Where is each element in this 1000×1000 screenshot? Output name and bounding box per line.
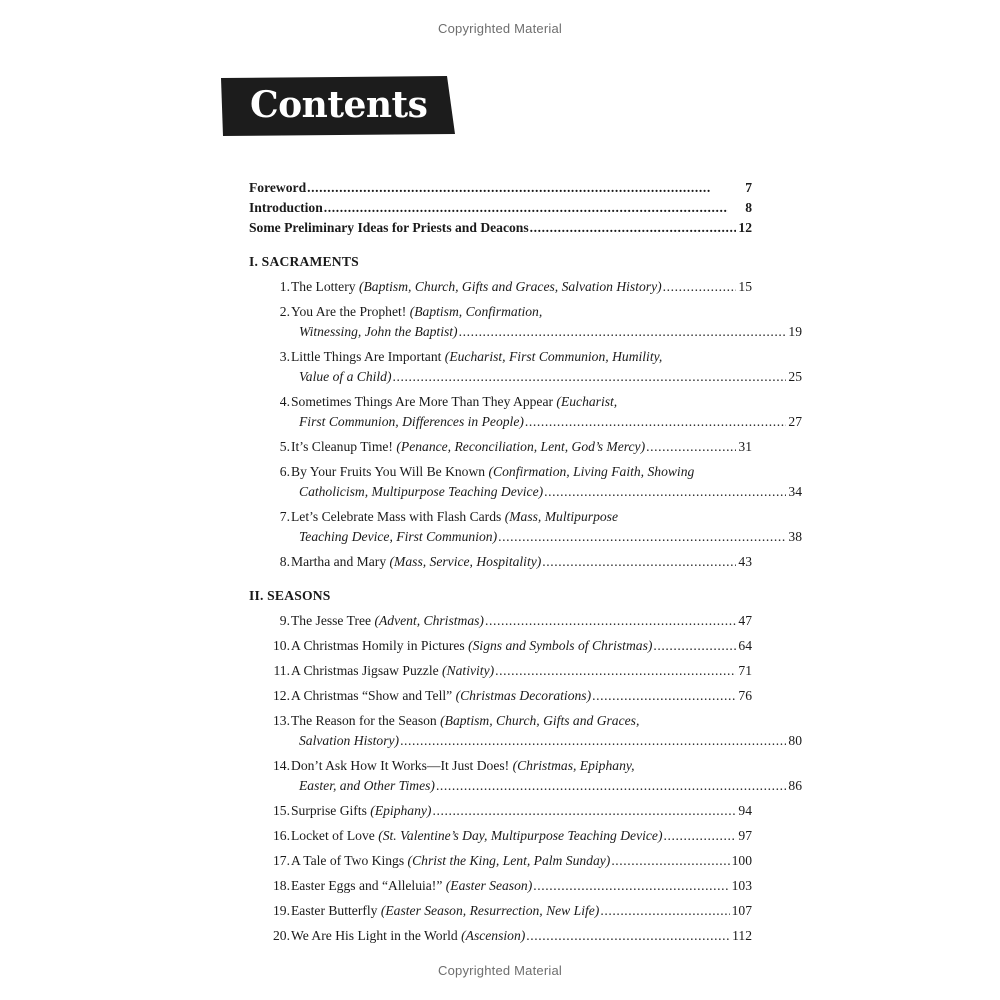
- entry-number: 8.: [279, 554, 290, 569]
- entry-title: [291, 901, 599, 921]
- entry-title-text: We Are His Light in the World: [291, 928, 462, 943]
- entry-line-continued: [249, 776, 802, 796]
- entry-line-continued: [249, 322, 802, 342]
- dot-leader: [525, 926, 730, 946]
- entry-title: [291, 851, 610, 871]
- entry-topics: (Confirmation, Living Faith, Showing: [488, 464, 695, 479]
- toc-entry[interactable]: [249, 507, 802, 547]
- entry-number: 12.: [273, 688, 290, 703]
- toc-entry[interactable]: [249, 686, 752, 706]
- entry-number: 16.: [273, 828, 290, 843]
- entry-topics: (Baptism, Church, Gifts and Graces, Salvation History): [358, 279, 662, 294]
- entry-topics: (Mass, Service, Hospitality): [389, 554, 542, 569]
- entry-topics: (Penance, Reconciliation, Lent, God’s Mercy): [396, 439, 646, 454]
- contents-title-banner: [221, 76, 455, 136]
- toc-entry[interactable]: [249, 801, 752, 821]
- toc-entry[interactable]: [249, 611, 752, 631]
- entry-topics-continued: First Communion, Differences in People): [299, 414, 524, 429]
- page-number: 112: [732, 928, 752, 943]
- entry-number: 11.: [273, 663, 290, 678]
- dot-leader: [458, 322, 787, 342]
- dot-leader: [662, 277, 737, 297]
- entry-number: 13.: [273, 713, 290, 728]
- toc-entry[interactable]: [249, 711, 802, 751]
- dot-leader: [494, 661, 736, 681]
- dot-leader: [599, 901, 729, 921]
- toc-entry[interactable]: [249, 552, 752, 572]
- toc-entry[interactable]: [249, 661, 752, 681]
- entry-topics-continued: Catholicism, Multipurpose Teaching Device): [299, 484, 544, 499]
- entry-topics: (Christmas, Epiphany,: [512, 758, 635, 773]
- copyright-watermark-top: Copyrighted Material: [438, 21, 562, 36]
- section-heading: II. SEASONS: [249, 588, 331, 603]
- dot-leader: [610, 851, 729, 871]
- entry-title: [291, 711, 639, 731]
- toc-entry[interactable]: [249, 826, 752, 846]
- entry-line: [249, 636, 752, 656]
- dot-leader: [392, 367, 787, 387]
- dot-leader: [543, 482, 786, 502]
- entry-line: [249, 507, 752, 527]
- entry-number: 18.: [273, 878, 290, 893]
- entry-line: [249, 277, 752, 297]
- page-number: 15: [738, 279, 752, 294]
- entry-title: [291, 801, 431, 821]
- page-number: 12: [738, 220, 752, 235]
- entry-topics: (Ascension): [461, 928, 526, 943]
- toc-entry[interactable]: [249, 347, 802, 387]
- entry-line: [249, 756, 752, 776]
- entry-number: 5.: [279, 439, 290, 454]
- entry-number: 14.: [273, 758, 290, 773]
- entry-title: [291, 756, 635, 776]
- entry-title: [291, 462, 694, 482]
- entry-topics-continued: Easter, and Other Times): [299, 778, 435, 793]
- toc-entry[interactable]: [249, 636, 752, 656]
- entry-title-text: The Reason for the Season: [291, 713, 441, 728]
- entry-line: [249, 611, 752, 631]
- entry-title-text: A Christmas “Show and Tell”: [291, 688, 456, 703]
- entry-title: [291, 392, 617, 412]
- entry-number: 4.: [279, 394, 290, 409]
- page-number: 38: [788, 529, 802, 544]
- entry-topics-continued: Value of a Child): [299, 369, 392, 384]
- entry-title-text: Martha and Mary: [291, 554, 390, 569]
- entry-topics-continued: Teaching Device, First Communion): [299, 529, 498, 544]
- entry-title-text: By Your Fruits You Will Be Known: [291, 464, 489, 479]
- entry-topics: (St. Valentine’s Day, Multipurpose Teaching Device): [378, 828, 663, 843]
- entry-line: [249, 826, 752, 846]
- dot-leader: [399, 731, 786, 751]
- dot-leader: [323, 198, 743, 218]
- toc-entry[interactable]: [249, 926, 752, 946]
- entry-line-continued: [249, 482, 802, 502]
- entry-title-text: Easter Butterfly: [291, 903, 381, 918]
- entry-number: 17.: [273, 853, 290, 868]
- page-number: 7: [745, 180, 752, 195]
- entry-title: [291, 437, 645, 457]
- entry-title-text: Sometimes Things Are More Than They Appear: [291, 394, 557, 409]
- dot-leader: [652, 636, 736, 656]
- front-matter-entry[interactable]: [249, 218, 752, 238]
- entry-topics: (Eucharist, First Communion, Humility,: [444, 349, 663, 364]
- entry-title-text: Locket of Love: [291, 828, 379, 843]
- toc-entry[interactable]: [249, 462, 802, 502]
- entry-title: [291, 826, 663, 846]
- entry-line: [249, 711, 752, 731]
- page-number: 43: [738, 554, 752, 569]
- entry-title-text: A Christmas Jigsaw Puzzle: [291, 663, 443, 678]
- entry-line: [249, 686, 752, 706]
- entry-line: [249, 901, 752, 921]
- entry-topics: (Mass, Multipurpose: [504, 509, 618, 524]
- toc-entry[interactable]: [249, 901, 752, 921]
- page-number: 19: [788, 324, 802, 339]
- entry-title: [291, 302, 542, 322]
- copyright-watermark-bottom: Copyrighted Material: [438, 963, 562, 978]
- entry-number: 3.: [279, 349, 290, 364]
- dot-leader: [435, 776, 786, 796]
- dot-leader: [591, 686, 736, 706]
- entry-line: [249, 437, 752, 457]
- entry-topics: (Advent, Christmas): [374, 613, 484, 628]
- page-number: 100: [731, 853, 752, 868]
- dot-leader: [532, 876, 729, 896]
- entry-title-text: The Jesse Tree: [291, 613, 375, 628]
- entry-topics-continued: Witnessing, John the Baptist): [299, 324, 458, 339]
- front-matter-entry[interactable]: [249, 198, 752, 218]
- dot-leader: [524, 412, 787, 432]
- page-number: 8: [745, 200, 752, 215]
- entry-title: [291, 636, 652, 656]
- front-matter-entry[interactable]: [249, 178, 752, 198]
- entry-line: [249, 392, 752, 412]
- entry-title: [291, 661, 494, 681]
- entry-title-text: A Tale of Two Kings: [291, 853, 408, 868]
- entry-title-text: Let’s Celebrate Mass with Flash Cards: [291, 509, 505, 524]
- entry-topics: (Nativity): [442, 663, 495, 678]
- section-heading: I. SACRAMENTS: [249, 254, 359, 269]
- entry-line-continued: [249, 527, 802, 547]
- entry-title-text: A Christmas Homily in Pictures: [291, 638, 469, 653]
- page-number: 76: [738, 688, 752, 703]
- page-number: 25: [788, 369, 802, 384]
- table-of-contents: [249, 178, 802, 946]
- entry-title-text: It’s Cleanup Time!: [291, 439, 397, 454]
- entry-line: [249, 876, 752, 896]
- page-number: 27: [788, 414, 802, 429]
- entry-number: 1.: [279, 279, 290, 294]
- entry-title: [291, 507, 618, 527]
- entry-line-continued: [249, 367, 802, 387]
- toc-entry[interactable]: [249, 851, 752, 871]
- entry-topics: (Christ the King, Lent, Palm Sunday): [407, 853, 611, 868]
- entry-topics: (Baptism, Church, Gifts and Graces,: [440, 713, 640, 728]
- entry-topics: (Epiphany): [370, 803, 432, 818]
- entry-line: [249, 302, 752, 322]
- entry-title-text: Little Things Are Important: [291, 349, 445, 364]
- page-number: 71: [738, 663, 752, 678]
- entry-line: [249, 851, 752, 871]
- entry-title-text: The Lottery: [291, 279, 359, 294]
- page-number: 107: [731, 903, 752, 918]
- entry-number: 9.: [279, 613, 290, 628]
- entry-line: [249, 926, 752, 946]
- entry-title: [291, 552, 541, 572]
- entry-title: Introduction: [249, 200, 323, 215]
- dot-leader: [541, 552, 736, 572]
- dot-leader: [306, 178, 743, 198]
- entry-number: 20.: [273, 928, 290, 943]
- entry-title: [291, 926, 525, 946]
- entry-title-text: Don’t Ask How It Works—It Just Does!: [291, 758, 513, 773]
- entry-title: Some Preliminary Ideas for Priests and Deacons: [249, 220, 529, 235]
- entry-number: 19.: [273, 903, 290, 918]
- entry-line: [249, 552, 752, 572]
- entry-line: [249, 801, 752, 821]
- entry-number: 15.: [273, 803, 290, 818]
- entry-title-text: Easter Eggs and “Alleluia!”: [291, 878, 446, 893]
- dot-leader: [431, 801, 736, 821]
- entry-number: 7.: [279, 509, 290, 524]
- page-number: 47: [738, 613, 752, 628]
- entry-topics: (Easter Season): [445, 878, 533, 893]
- entry-number: 6.: [279, 464, 290, 479]
- entry-title: [291, 686, 591, 706]
- entry-topics-continued: Salvation History): [299, 733, 400, 748]
- toc-entry[interactable]: [249, 876, 752, 896]
- entry-topics: (Easter Season, Resurrection, New Life): [380, 903, 600, 918]
- toc-entry[interactable]: [249, 302, 802, 342]
- entry-line: [249, 347, 752, 367]
- page-title: Contents: [250, 84, 428, 126]
- entry-topics: (Eucharist,: [556, 394, 618, 409]
- entry-title: [291, 611, 484, 631]
- dot-leader: [663, 826, 737, 846]
- dot-leader: [645, 437, 736, 457]
- entry-title: [291, 876, 532, 896]
- entry-line-continued: [249, 731, 802, 751]
- toc-entry[interactable]: [249, 277, 752, 297]
- entry-topics: (Signs and Symbols of Christmas): [468, 638, 653, 653]
- page-number: 64: [738, 638, 752, 653]
- toc-entry[interactable]: [249, 437, 752, 457]
- entry-title: Foreword: [249, 180, 307, 195]
- page-number: 31: [738, 439, 752, 454]
- toc-entry[interactable]: [249, 392, 802, 432]
- entry-topics: (Christmas Decorations): [455, 688, 592, 703]
- entry-title: [291, 347, 662, 367]
- page-number: 34: [788, 484, 802, 499]
- dot-leader: [484, 611, 736, 631]
- page-number: 94: [738, 803, 752, 818]
- entry-title-text: Surprise Gifts: [291, 803, 371, 818]
- entry-line: [249, 462, 752, 482]
- entry-number: 2.: [279, 304, 290, 319]
- page-number: 86: [788, 778, 802, 793]
- page-number: 103: [731, 878, 752, 893]
- toc-entry[interactable]: [249, 756, 802, 796]
- entry-topics: (Baptism, Confirmation,: [409, 304, 543, 319]
- dot-leader: [529, 218, 737, 238]
- page-number: 80: [788, 733, 802, 748]
- entry-title: [291, 277, 662, 297]
- page-number: 97: [738, 828, 752, 843]
- entry-line-continued: [249, 412, 802, 432]
- entry-line: [249, 661, 752, 681]
- dot-leader: [497, 527, 786, 547]
- entry-title-text: You Are the Prophet!: [291, 304, 410, 319]
- entry-number: 10.: [273, 638, 290, 653]
